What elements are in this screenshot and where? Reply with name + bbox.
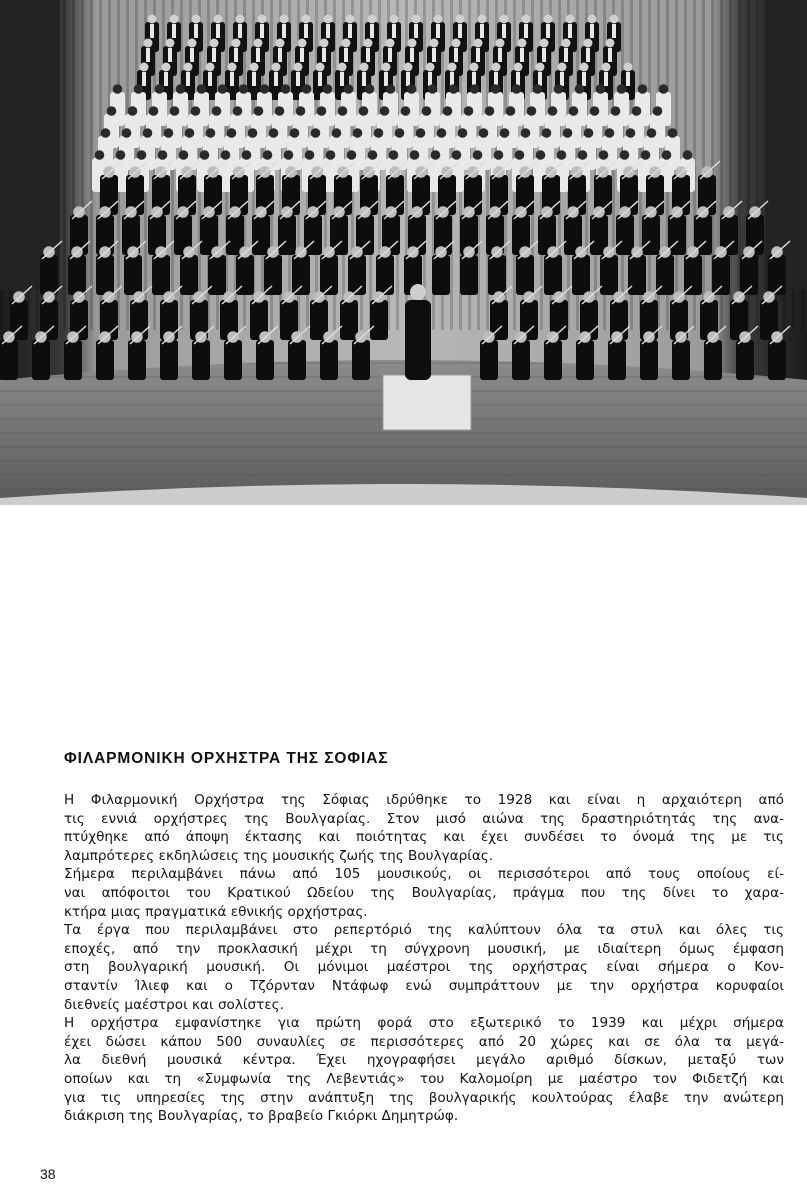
performer-figure <box>608 340 626 380</box>
performer-figure <box>208 255 226 295</box>
performer-figure <box>712 255 730 295</box>
performer-figure <box>348 255 366 295</box>
text-line: στη βουλγαρική μουσική. Οι μόνιμοι μαέστροι της ορχήστρας είναι σήμερα ο Κον- <box>64 959 784 976</box>
text-line: λα διεθνή μουσικά κέντρα. Έχει ηχογραφήσει μεγάλο αριθμό δίσκων, μεταξύ των <box>64 1052 784 1069</box>
performer-figure <box>668 215 686 255</box>
text-line: κτήρα μιας πραγματικά εθνικής ορχήστρας. <box>64 903 368 920</box>
text-line: λαμπρότερες εκδηλώσεις της μουσικής ζωής της Βουλγαρίας. <box>64 847 494 864</box>
performer-figure <box>180 255 198 295</box>
performer-figure <box>544 255 562 295</box>
paragraph <box>64 1014 784 1126</box>
conductor-podium <box>383 375 471 430</box>
text-line: για τις υπηρεσίες της στην ανάπτυξη της βουλγαρικής κουλτούρας έλαβε την ανώτερη <box>64 1089 784 1106</box>
performer-figure <box>32 340 50 380</box>
performer-figure <box>128 340 146 380</box>
paragraph <box>64 865 784 921</box>
performer-figure <box>96 255 114 295</box>
performer-figure <box>288 340 306 380</box>
performer-figure <box>488 255 506 295</box>
text-line: Η Φιλαρμονική Ορχήστρα της Σόφιας ιδρύθηκε το 1928 και είναι η αρχαιότερη από <box>64 792 784 808</box>
performer-figure <box>160 340 178 380</box>
performer-figure <box>460 255 478 295</box>
paragraph <box>64 921 784 1014</box>
text-line: πτύχθηκε από άποψη έκτασης και ποιότητας και έχει συνδέσει το όνομά της με τις <box>64 829 784 846</box>
performer-figure <box>252 215 270 255</box>
performer-figure <box>640 340 658 380</box>
text-line: Η ορχήστρα εμφανίστηκε για πρώτη φορά στο εξωτερικό το 1939 και μέχρι σήμερα <box>64 1015 784 1032</box>
text-line: Σήμερα περιλαμβάνει πάνω από 105 μουσικούς, οι περισσότεροι από τους οποίους εί- <box>64 866 784 883</box>
page-number: 38 <box>40 1166 56 1182</box>
performer-figure <box>768 255 786 295</box>
text-line: τις εννιά ορχήστρες της Βουλγαρίας. Στον μισό αιώνα της δραστηριότητάς της ανα- <box>64 810 784 827</box>
performer-figure <box>600 255 618 295</box>
performer-figure <box>736 340 754 380</box>
performer-figure <box>152 255 170 295</box>
performer-figure <box>480 340 498 380</box>
article-body <box>64 791 784 1126</box>
performer-figure <box>376 255 394 295</box>
text-line: οποίων και τη «Συμφωνία της Λεβεντιάς» του Καλομοίρη με μαέστρο τον Φιδετζή και <box>64 1070 784 1087</box>
text-line: ναι απόφοιτοι του Κρατικού Ωδείου της Βουλγαρίας, πράγμα που της δίνει το χαρα- <box>64 884 784 901</box>
orchestra-photo-graphic <box>0 0 807 505</box>
performer-figure <box>672 340 690 380</box>
performer-figure <box>292 255 310 295</box>
performer-figure <box>768 340 786 380</box>
text-line: έχει δώσει κάπου 500 συναυλίες σε περισσότερες από 20 χώρες και σε όλα τα μεγά- <box>64 1033 784 1050</box>
performer-figure <box>352 340 370 380</box>
performer-figure <box>704 340 722 380</box>
performer-figure <box>40 255 58 295</box>
performer-figure <box>64 340 82 380</box>
performer-figure <box>0 340 18 380</box>
performer-figure <box>124 255 142 295</box>
orchestra-photo <box>0 0 807 505</box>
text-line: σταντίν Ίλιεφ και ο Τζόρνταν Ντάφωφ ενώ συμπράττουν με την ορχήστρα κορυφαίοι <box>64 977 784 994</box>
performer-figure <box>516 255 534 295</box>
performer-figure <box>192 340 210 380</box>
performer-figure <box>432 255 450 295</box>
performer-figure <box>544 340 562 380</box>
performer-figure <box>224 340 242 380</box>
performer-figure <box>684 255 702 295</box>
performer-figure <box>642 215 660 255</box>
performer-figure <box>576 340 594 380</box>
performer-figure <box>68 255 86 295</box>
conductor <box>405 300 431 380</box>
performer-figure <box>572 255 590 295</box>
paragraph <box>64 791 784 865</box>
performer-figure <box>304 215 322 255</box>
performer-figure <box>278 215 296 255</box>
text-line: εποχές, από την προκλασική μέχρι τη σύγχρονη μουσική, με ιδιαίτερη όμως έμφαση <box>64 940 784 957</box>
text-line: Τα έργα που περιλαμβάνει στο ρεπερτόριό της καλύπτουν όλα τα στυλ και όλες τις <box>64 922 784 939</box>
performer-figure <box>320 340 338 380</box>
performer-figure <box>628 255 646 295</box>
performer-figure <box>370 300 388 340</box>
performer-figure <box>512 340 530 380</box>
text-line: διεθνείς μαέστροι και σολίστες. <box>64 996 284 1013</box>
article-title: ΦΙΛΑΡΜΟΝΙΚΗ ΟΡΧΗΣΤΡΑ ΤΗΣ ΣΟΦΙΑΣ <box>64 750 389 767</box>
performer-figure <box>340 300 358 340</box>
performer-figure <box>96 340 114 380</box>
performer-figure <box>256 340 274 380</box>
performer-figure <box>616 215 634 255</box>
performer-figure <box>264 255 282 295</box>
text-line: διάκριση της Βουλγαρίας, το βραβείο Γκιόρκι Δημητρώφ. <box>64 1108 459 1125</box>
